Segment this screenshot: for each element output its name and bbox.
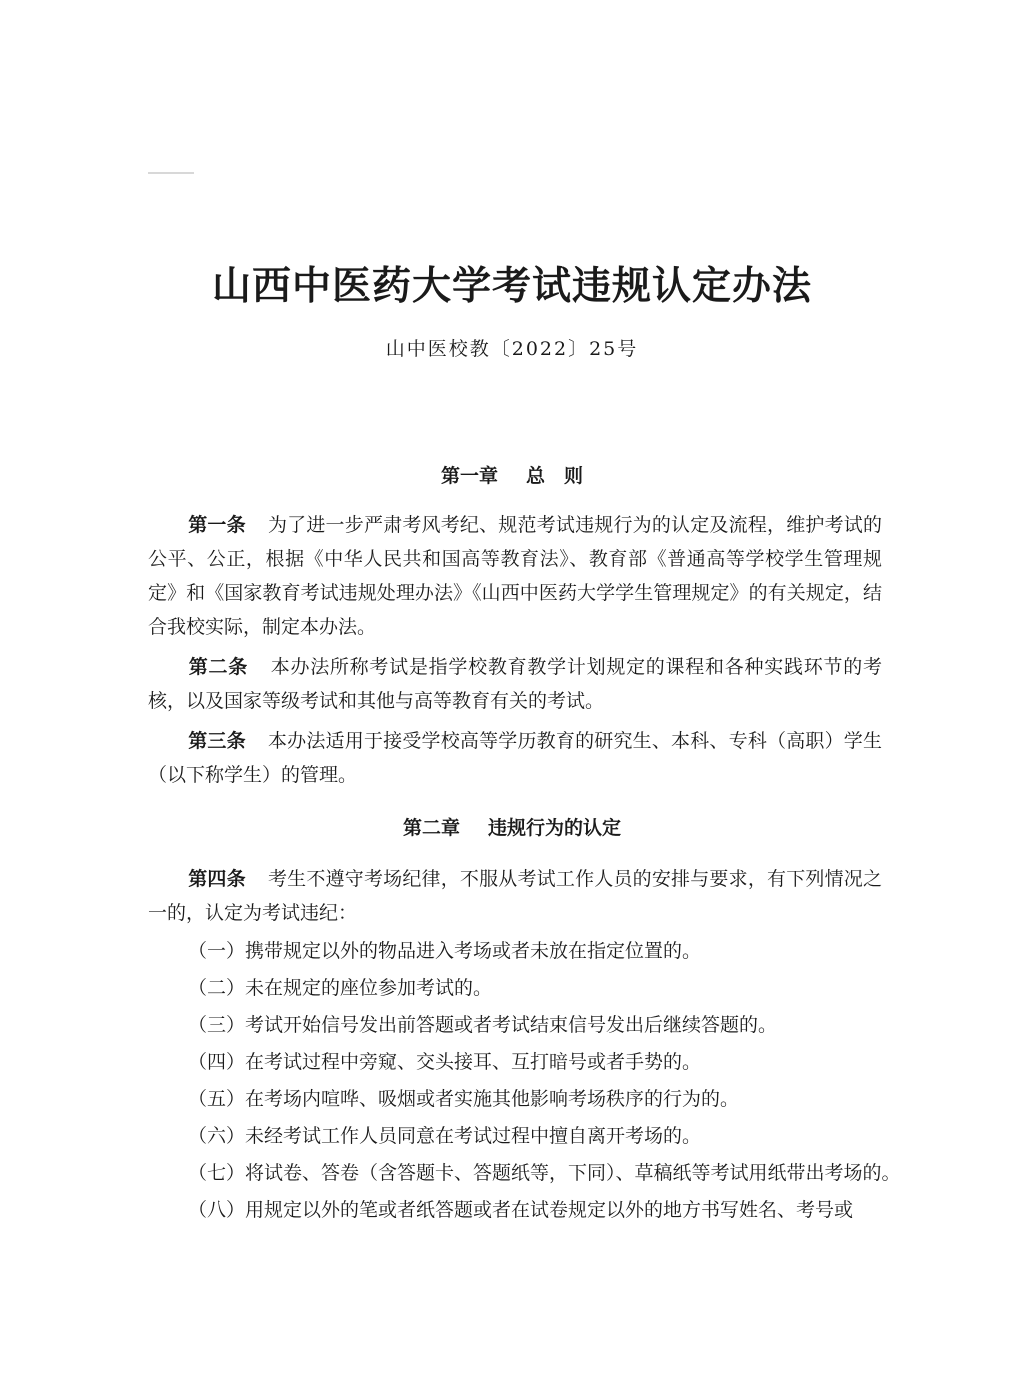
chapter-heading-1: [0, 462, 1024, 490]
article-1: [148, 508, 882, 644]
chapter-number: 第二章: [402, 817, 460, 839]
chapter-name: 总 则: [526, 465, 584, 487]
article-label: 第一条: [188, 514, 246, 536]
article-text: 为了进一步严肃考风考纪、规范考试违规行为的认定及流程，维护考试的公平、公正，根据《中华人民共和国高等教育法》、教育部《普通高等学校学生管理规定》和《国家教育考试违规处理办法》《山西中医药大学学生管理规定》的有关规定，结合我校实际，制定本办法。: [148, 514, 882, 638]
chapter-name: 违规行为的认定: [488, 817, 622, 839]
article-2: [148, 650, 882, 718]
list-item: （一）携带规定以外的物品进入考场或者未放在指定位置的。: [188, 940, 702, 962]
article-3: [148, 724, 882, 792]
list-item: （七）将试卷、答卷（含答题卡、答题纸等，下同）、草稿纸等考试用纸带出考场的。: [188, 1162, 901, 1184]
document-title: 山西中医药大学考试违规认定办法: [211, 263, 812, 309]
article-text: 考生不遵守考场纪律，不服从考试工作人员的安排与要求，有下列情况之一的，认定为考试违纪：: [148, 868, 882, 924]
scan-mark: [148, 172, 194, 174]
article-label: 第二条: [188, 656, 248, 678]
article-text: 本办法所称考试是指学校教育教学计划规定的课程和各种实践环节的考核，以及国家等级考试和其他与高等教育有关的考试。: [148, 656, 882, 712]
article-label: 第三条: [188, 730, 246, 752]
chapter-heading-2: [0, 814, 1024, 842]
list-item: （八）用规定以外的笔或者纸答题或者在试卷规定以外的地方书写姓名、考号或: [188, 1199, 854, 1221]
article-label: 第四条: [188, 868, 246, 890]
list-item: （四）在考试过程中旁窥、交头接耳、互打暗号或者手势的。: [188, 1051, 702, 1073]
list-item: （二）未在规定的座位参加考试的。: [188, 977, 493, 999]
article-text: 本办法适用于接受学校高等学历教育的研究生、本科、专科（高职）学生（以下称学生）的管理。: [148, 730, 882, 786]
document-number: 山中医校教〔2022〕25号: [385, 338, 639, 360]
list-item: （五）在考场内喧哗、吸烟或者实施其他影响考场秩序的行为的。: [188, 1088, 740, 1110]
list-item: （三）考试开始信号发出前答题或者考试结束信号发出后继续答题的。: [188, 1014, 778, 1036]
list-item: （六）未经考试工作人员同意在考试过程中擅自离开考场的。: [188, 1125, 702, 1147]
chapter-number: 第一章: [440, 465, 498, 487]
article-4: [148, 862, 882, 930]
